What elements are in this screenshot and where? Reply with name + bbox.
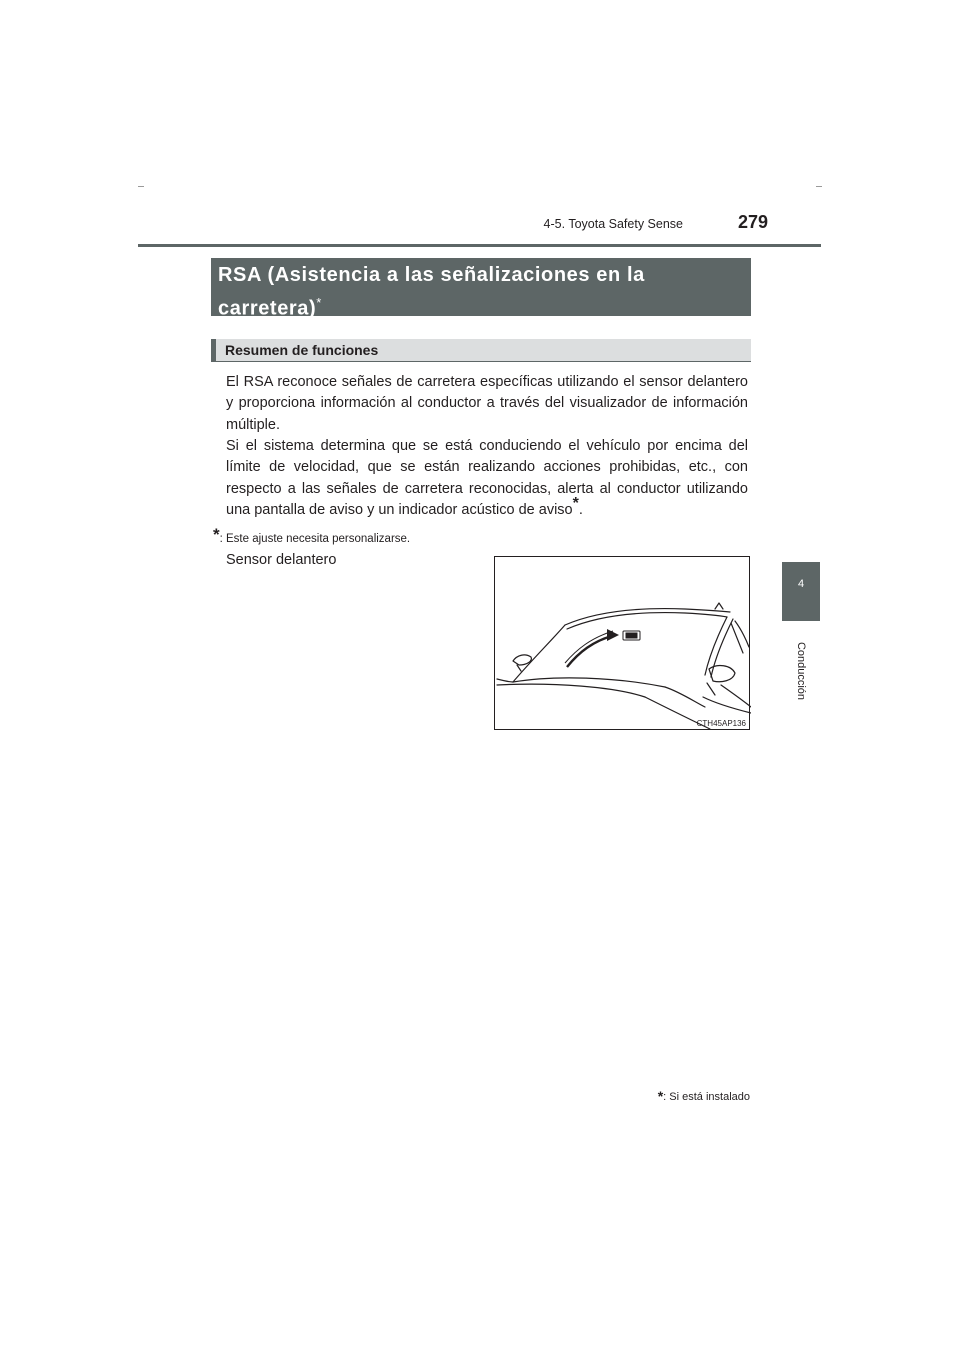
crop-mark-left (138, 186, 144, 187)
customize-note (213, 525, 410, 545)
subheading-text: Resumen de funciones (225, 342, 379, 358)
header-section-title: 4-5. Toyota Safety Sense (543, 217, 683, 231)
footnote (600, 1088, 750, 1104)
note-text: : Este ajuste necesita personalizarse. (219, 533, 411, 545)
subheading (211, 339, 751, 362)
paragraph-1: El RSA reconoce señales de carretera específicas utilizando el sensor delantero y proporciona información al conductor a través del visualizador de información múltiple. (226, 374, 748, 433)
windshield-illustration (495, 557, 751, 731)
paragraph-2-text: Si el sistema determina que se está conduciendo el vehículo por encima del límite de velocidad, que se están realizando acciones prohibidas, etc., con respecto a las señales de carretera reconocidas, alerta al conductor utilizando una pantalla de aviso y un indicador acústico de aviso (226, 438, 748, 518)
note-marker: * (213, 525, 220, 544)
header-rule (138, 244, 821, 247)
title-line-1: RSA (Asistencia a las señalizaciones en la (218, 264, 645, 286)
chapter-tab (782, 562, 820, 621)
subheading-bar (211, 339, 216, 362)
section-title (211, 258, 751, 320)
page-number: 279 (738, 212, 769, 232)
paragraph-2 (226, 436, 748, 521)
figure-label: Sensor delantero (226, 552, 337, 568)
footnote-text: : Si está instalado (663, 1091, 750, 1103)
chapter-number: 4 (797, 578, 805, 590)
footnote-marker: * (657, 1088, 664, 1104)
title-line-2: carretera) (218, 297, 317, 320)
crop-mark-right (816, 186, 822, 187)
front-sensor-figure (494, 556, 750, 730)
paragraph-2-marker: * (572, 495, 579, 513)
figure-code: CTH45AP136 (696, 719, 746, 728)
chapter-label: Conducción (795, 641, 807, 701)
paragraph-2-end: . (578, 501, 583, 518)
title-marker: * (316, 295, 322, 310)
